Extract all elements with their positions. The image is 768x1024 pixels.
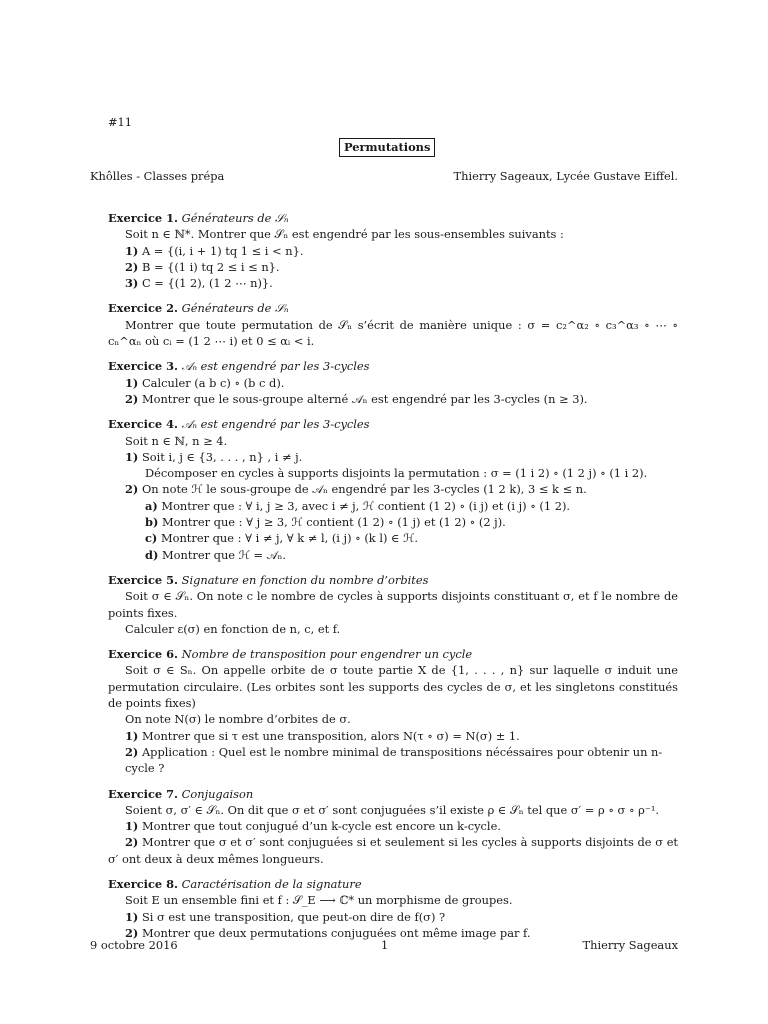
exercise-line: [108, 802, 678, 818]
exercise: [108, 786, 678, 867]
header-right: Thierry Sageaux, Lycée Gustave Eiffel.: [453, 169, 678, 183]
question-text: Décomposer en cycles à supports disjoints la permutation : σ = (1 i 2) ∘ (1 2 j) ∘ (1 i 2).: [145, 466, 648, 481]
question-number: 2): [125, 744, 139, 759]
exercise-line: [108, 818, 678, 834]
exercise-label: Exercice 4.: [108, 417, 179, 432]
question-number: 2): [125, 391, 139, 406]
exercise-line: [108, 530, 678, 546]
exercise-line: [108, 498, 678, 514]
exercise-title: Signature en fonction du nombre d’orbites: [181, 572, 429, 587]
exercise-heading: [108, 876, 678, 892]
exercise-heading: [108, 210, 678, 226]
question-number: 2): [125, 835, 139, 850]
question-number: 1): [125, 449, 139, 464]
exercise-heading: [108, 646, 678, 662]
question-text: Soit n ∈ ℕ, n ≥ 4.: [125, 433, 228, 448]
exercise-label: Exercice 1.: [108, 211, 179, 225]
exercise-line: [108, 662, 678, 711]
footer-author: Thierry Sageaux: [582, 938, 678, 952]
exercise: [108, 358, 678, 407]
question-text: C = {(1 2), (1 2 ⋯ n)}.: [141, 276, 273, 291]
exercise-line: [108, 317, 678, 350]
exercise-label: Exercice 3.: [108, 359, 179, 374]
question-number: 1): [125, 243, 139, 258]
question-text: On note ℋ le sous-groupe de 𝒜ₙ engendré par les 3-cycles (1 2 k), 3 ≤ k ≤ n.: [141, 482, 587, 497]
exercise-label: Exercice 7.: [108, 786, 179, 801]
question-text: Montrer que ℋ = 𝒜ₙ.: [161, 547, 287, 562]
question-text: Montrer que : ∀ i, j ≥ 3, avec i ≠ j, ℋ contient (1 2) ∘ (i j) et (i j) ∘ (1 2).: [161, 498, 571, 513]
exercise-line: [108, 433, 678, 449]
exercise-line: [108, 375, 678, 391]
question-text: Montrer que tout conjugué d’un k-cycle est encore un k-cycle.: [141, 819, 501, 834]
question-number: 2): [125, 482, 139, 497]
exercise: [108, 416, 678, 563]
question-text: Montrer que deux permutations conjuguées ont même image par f.: [141, 925, 531, 940]
question-number: d): [145, 547, 159, 562]
exercise-title: Nombre de transposition pour engendrer un cycle: [181, 647, 473, 662]
exercise-line: [108, 909, 678, 925]
question-text: Soit i, j ∈ {3, . . . , n} , i ≠ j.: [141, 449, 303, 464]
question-text: On note N(σ) le nombre d’orbites de σ.: [125, 712, 351, 727]
question-number: 1): [125, 819, 139, 834]
question-text: Montrer que le sous-groupe alterné 𝒜ₙ est engendré par les 3-cycles (n ≥ 3).: [141, 391, 588, 406]
exercise-heading: [108, 300, 678, 316]
exercise-line: [108, 243, 678, 259]
question-text: Montrer que toute permutation de 𝒮ₙ s’écrit de manière unique : σ = c₂^α₂ ∘ c₃^α₃ ∘ ⋯ ∘ cₙ^αₙ où cᵢ = (1 2 ⋯ i) et 0 ≤ αᵢ < i.: [108, 317, 678, 349]
sheet-number: #11: [108, 115, 133, 129]
question-text: Soit σ ∈ 𝒮ₙ. On note c le nombre de cycles à supports disjoints constituant σ, et f le nombre de points fixes.: [108, 589, 678, 620]
footer-date: 9 octobre 2016: [90, 938, 178, 952]
question-text: Montrer que : ∀ j ≥ 3, ℋ contient (1 2) ∘ (1 j) et (1 2) ∘ (2 j).: [161, 515, 506, 530]
exercise: [108, 210, 678, 291]
exercise-title: 𝒜ₙ est engendré par les 3-cycles: [181, 359, 370, 374]
question-text: Application : Quel est le nombre minimal de transpositions nécéssaires pour obtenir un n-cycle ?: [125, 744, 663, 776]
question-number: b): [145, 515, 159, 530]
question-number: 1): [125, 728, 139, 743]
header-left: Khôlles - Classes prépa: [90, 169, 225, 183]
exercise-line: [108, 588, 678, 621]
footer-page-number: 1: [381, 938, 389, 952]
question-number: c): [145, 531, 158, 546]
exercise-label: Exercice 5.: [108, 572, 179, 587]
question-text: Montrer que : ∀ i ≠ j, ∀ k ≠ l, (i j) ∘ (k l) ∈ ℋ.: [160, 531, 418, 546]
exercise: [108, 876, 678, 941]
question-text: Soit E un ensemble fini et f : 𝒮_E ⟶ ℂ* un morphisme de groupes.: [125, 893, 513, 908]
question-text: A = {(i, i + 1) tq 1 ≤ i < n}.: [141, 243, 304, 258]
exercise-heading: [108, 358, 678, 374]
question-text: Calculer (a b c) ∘ (b c d).: [141, 375, 285, 390]
exercise: [108, 300, 678, 349]
question-number: 2): [125, 925, 139, 940]
exercise-heading: [108, 416, 678, 432]
exercise-label: Exercice 2.: [108, 301, 179, 316]
exercise: [108, 572, 678, 637]
exercise-line: [108, 621, 678, 637]
exercise-title: Générateurs de 𝒮ₙ: [181, 301, 289, 316]
exercise-title: Conjugaison: [181, 786, 254, 801]
exercise-line: [108, 259, 678, 275]
question-number: a): [145, 498, 158, 513]
question-text: Soit σ ∈ Sₙ. On appelle orbite de σ toute partie X de {1, . . . , n} sur laquelle σ induit une permutation circulaire. (Les orbites sont les supports des cycles de σ, et les singletons constitués de points fixes): [108, 663, 678, 711]
exercise-label: Exercice 8.: [108, 876, 179, 891]
exercise-line: [108, 465, 678, 481]
exercise-line: [108, 834, 678, 867]
exercise-title: Caractérisation de la signature: [181, 876, 362, 891]
exercise-list: [108, 210, 678, 950]
question-text: Montrer que si τ est une transposition, alors N(τ ∘ σ) = N(σ) ± 1.: [141, 728, 520, 743]
exercise-line: [108, 391, 678, 407]
exercise-line: [108, 547, 678, 563]
exercise-line: [108, 728, 678, 744]
question-text: Soit n ∈ ℕ*. Montrer que 𝒮ₙ est engendré par les sous-ensembles suivants :: [125, 227, 564, 242]
exercise-line: [108, 744, 678, 777]
question-text: B = {(1 i) tq 2 ≤ i ≤ n}.: [141, 259, 280, 274]
exercise-line: [108, 275, 678, 291]
question-text: Si σ est une transposition, que peut-on dire de f(σ) ?: [141, 909, 446, 924]
exercise-line: [108, 226, 678, 242]
exercise-label: Exercice 6.: [108, 647, 179, 662]
page-title: Permutations: [339, 138, 435, 157]
exercise-line: [108, 481, 678, 497]
exercise-heading: [108, 786, 678, 802]
question-number: 2): [125, 259, 139, 274]
question-text: Soient σ, σ′ ∈ 𝒮ₙ. On dit que σ et σ′ sont conjuguées s’il existe ρ ∈ 𝒮ₙ tel que σ′ = ρ ∘ σ ∘ ρ⁻¹.: [125, 802, 660, 817]
question-text: Calculer ε(σ) en fonction de n, c, et f.: [125, 621, 341, 636]
exercise-line: [108, 711, 678, 727]
exercise-title: Générateurs de 𝒮ₙ: [181, 211, 289, 225]
exercise-title: 𝒜ₙ est engendré par les 3-cycles: [181, 417, 370, 432]
exercise-heading: [108, 572, 678, 588]
exercise-line: [108, 514, 678, 530]
question-text: Montrer que σ et σ′ sont conjuguées si et seulement si les cycles à supports disjoints de σ et σ′ ont deux à deux mêmes longueurs.: [108, 835, 679, 866]
question-number: 1): [125, 909, 139, 924]
exercise-line: [108, 892, 678, 908]
question-number: 1): [125, 375, 139, 390]
question-number: 3): [125, 276, 139, 291]
exercise-line: [108, 449, 678, 465]
exercise: [108, 646, 678, 776]
